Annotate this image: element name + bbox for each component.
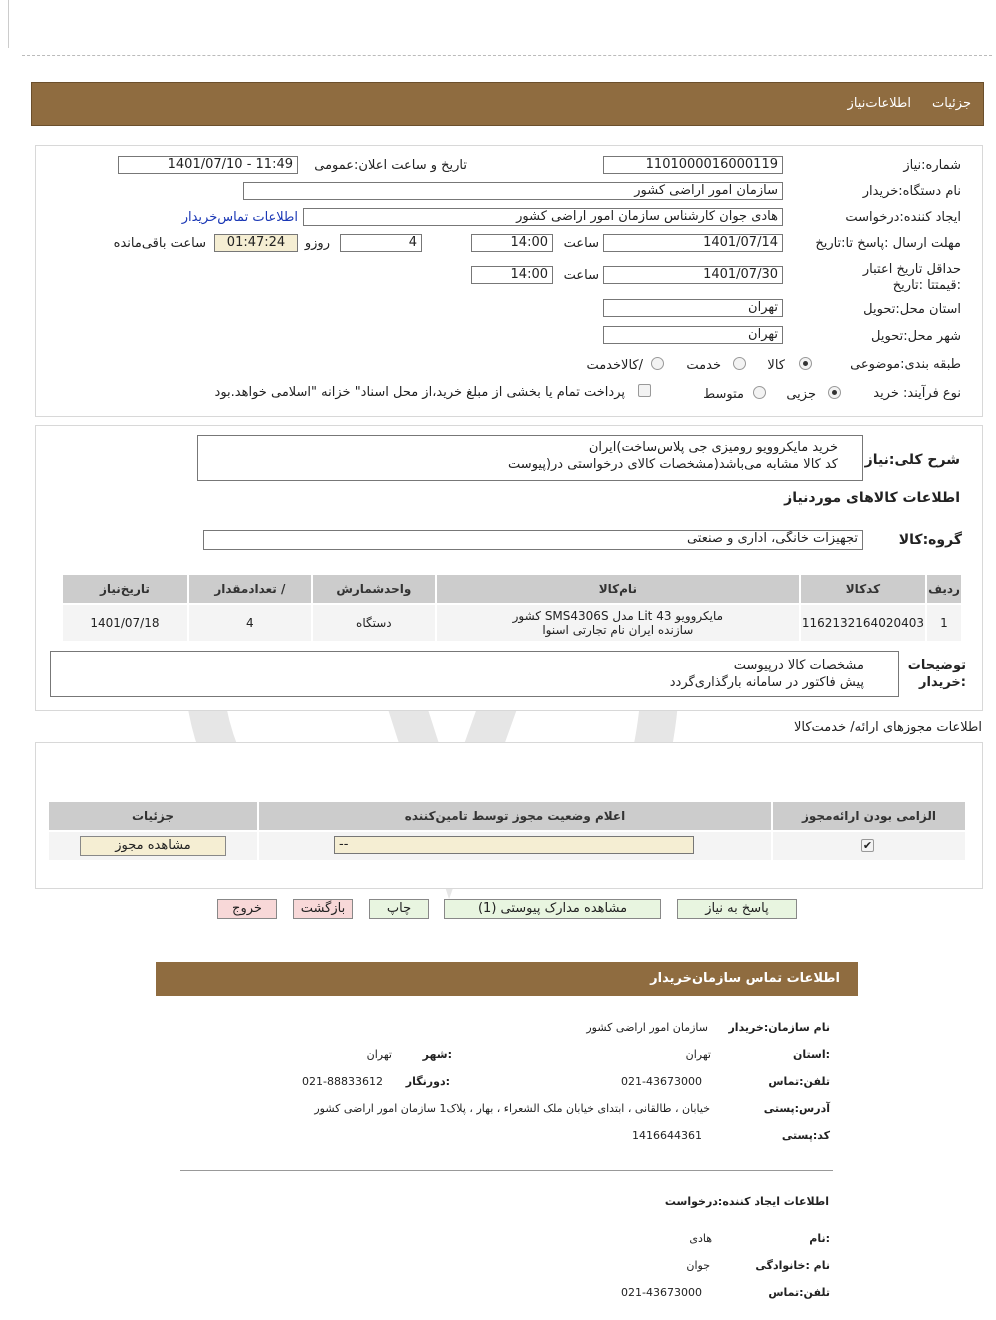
deadline-label: مهلت ارسال :پاسخ تا:تاریخ xyxy=(815,236,961,251)
creator-family-label: نام :خانوادگی xyxy=(755,1259,830,1272)
validity-label: حداقل تاریخ اعتبار :قیمتتا :تاریخ xyxy=(862,262,961,293)
process-partial-radio[interactable] xyxy=(828,386,841,399)
goods-col-qty: / تعدادمقدار xyxy=(189,575,311,603)
treasury-payment-checkbox[interactable] xyxy=(638,384,651,397)
buyer-org-field: سازمان امور اراضی کشور xyxy=(243,182,783,200)
creator-info-title: اطلاعات ایجاد کننده:درخواست xyxy=(664,1195,829,1208)
contact-phone-value: 021-43673000 xyxy=(621,1075,702,1088)
creator-field: هادی جوان کارشناس سازمان امور اراضی کشور xyxy=(303,208,783,226)
contact-province-label: :استان xyxy=(793,1048,830,1061)
validity-time-field: 14:00 xyxy=(471,266,553,284)
process-medium-label: متوسط xyxy=(703,387,744,402)
city-field: تهران xyxy=(603,326,783,344)
contact-org-label: نام سازمان:خریدار xyxy=(728,1021,830,1034)
category-goods-radio[interactable] xyxy=(799,357,812,370)
description-label: شرح کلی:نیاز xyxy=(864,452,960,468)
permits-details-cell xyxy=(49,832,257,860)
contact-address-label: آدرس:پستی xyxy=(763,1102,830,1115)
permits-title: اطلاعات مجوزهای ارائه/ خدمت‌کالا xyxy=(793,720,982,735)
category-goods-label: کالا xyxy=(767,358,785,373)
validity-time-label: ساعت xyxy=(563,268,599,283)
goods-col-index: ردیف xyxy=(927,575,961,603)
description-line-1: خرید مایکروویو رومیزی جی پلاس‌ساخت)ایران xyxy=(588,440,838,455)
permits-required-cell xyxy=(773,832,965,860)
contact-city-value: تهران xyxy=(366,1048,392,1061)
creator-label: ایجاد کننده:درخواست xyxy=(845,210,961,225)
goods-row-name xyxy=(437,605,799,641)
buyer-org-label: نام دستگاه:خریدار xyxy=(862,184,961,199)
contact-postal-value: 1416644361 xyxy=(632,1129,702,1142)
process-partial-label: جزیی xyxy=(786,387,816,402)
table-row xyxy=(63,605,961,641)
description-line-2: کد کالا مشابه می‌باشد(مشخصات کالای درخواستی در(پیوست xyxy=(508,457,838,472)
contact-divider xyxy=(180,1170,833,1171)
goods-col-name: نام‌کالا xyxy=(437,575,799,603)
contact-fax-label: :دورنگار xyxy=(405,1075,450,1088)
contact-header-bar xyxy=(156,962,858,996)
deadline-time-label: ساعت xyxy=(563,236,599,251)
goods-row-name-line1: مایکروویو 43 Lit مدل SMS4306S کشور xyxy=(512,609,724,623)
permit-status-field: -- xyxy=(334,836,694,854)
buyer-notes-label: توضیحات :خریدار xyxy=(907,658,966,690)
days-field: 4 xyxy=(340,234,422,252)
goods-col-unit: واحدشمارش xyxy=(313,575,435,603)
province-label: استان محل:تحویل xyxy=(863,302,961,317)
category-service-label: خدمت xyxy=(686,358,721,373)
left-border-line xyxy=(8,0,9,48)
permits-table xyxy=(47,800,967,862)
buyer-contact-link[interactable]: اطلاعات تماس‌خریدار xyxy=(181,210,298,225)
attachments-button[interactable]: مشاهده مدارک پیوستی (1) xyxy=(444,899,661,919)
treasury-payment-note: پرداخت تمام یا بخشی از مبلغ خرید،از محل اسناد" خزانه "اسلامی خواهد.بود xyxy=(214,385,625,400)
permits-col-details: جزئیات xyxy=(49,802,257,830)
top-divider xyxy=(22,55,992,56)
contact-address-value: خیابان ، طالقانی ، ابتدای خیابان ملک الشعراء ، بهار ، پلاک1 سازمان امور اراضی کشور xyxy=(314,1102,710,1115)
print-button[interactable]: چاپ xyxy=(369,899,429,919)
goods-row-date: 1401/07/18 xyxy=(63,605,187,641)
goods-group-label: گروه:کالا xyxy=(898,532,962,548)
contact-postal-label: کد:پستی xyxy=(781,1129,830,1142)
buyer-notes-box xyxy=(50,651,899,697)
announce-label: تاریخ و ساعت اعلان:عمومی xyxy=(314,158,467,173)
buyer-notes-line-1: مشخصات کالا درپیوست xyxy=(733,658,864,673)
category-service-radio[interactable] xyxy=(733,357,746,370)
view-permit-button[interactable]: مشاهده مجوز xyxy=(80,836,226,856)
goods-group-field: تجهیزات خانگی، اداری و صنعتی xyxy=(203,530,863,550)
city-label: شهر محل:تحویل xyxy=(871,329,961,344)
permits-status-cell xyxy=(259,832,771,860)
reply-button[interactable]: پاسخ به نیاز xyxy=(677,899,797,919)
permit-required-checkbox[interactable]: ✔ xyxy=(862,839,873,852)
contact-province-value: تهران xyxy=(685,1048,711,1061)
goods-row-code: 1162132164020403 xyxy=(801,605,925,641)
deadline-date-field: 1401/07/14 xyxy=(603,234,783,252)
goods-section-title: اطلاعات کالاهای موردنیاز xyxy=(784,490,960,506)
goods-col-date: تاریخ‌نیاز xyxy=(63,575,187,603)
validity-date-field: 1401/07/30 xyxy=(603,266,783,284)
process-type-label: نوع فرآیند: خرید xyxy=(873,386,961,401)
goods-row-name-line2: سازنده ایران نام تجارتی اسنوا xyxy=(542,623,694,637)
goods-row-index: 1 xyxy=(927,605,961,641)
buyer-notes-line-2: پیش فاکتور در سامانه بارگذاری‌گردد xyxy=(669,675,864,690)
goods-row-qty: 4 xyxy=(189,605,311,641)
permits-col-required: الزامی بودن ارائه‌مجوز xyxy=(773,802,965,830)
contact-org-value: سازمان امور اراضی کشور xyxy=(586,1021,708,1034)
tab-details[interactable]: جزئیات xyxy=(932,96,971,111)
province-field: تهران xyxy=(603,299,783,317)
goods-table xyxy=(61,573,963,643)
category-goods-service-radio[interactable] xyxy=(651,357,664,370)
creator-phone-label: تلفن:تماس xyxy=(768,1286,830,1299)
contact-phone-label: تلفن:تماس xyxy=(768,1075,830,1088)
need-number-field: 1101000016000119 xyxy=(603,156,783,174)
contact-title: اطلاعات تماس سازمان‌خریدار xyxy=(650,971,840,986)
tab-need-info[interactable]: اطلاعات‌نیاز xyxy=(847,96,911,111)
details-header-bar xyxy=(31,82,984,126)
description-box xyxy=(197,435,863,481)
need-number-label: شماره:نیاز xyxy=(903,158,961,173)
creator-family-value: جوان xyxy=(686,1259,710,1272)
contact-city-label: :شهر xyxy=(422,1048,452,1061)
process-medium-radio[interactable] xyxy=(753,386,766,399)
remaining-time-label: ساعت باقی‌مانده xyxy=(113,236,206,251)
contact-fax-value: 021-88833612 xyxy=(302,1075,383,1088)
goods-row-unit: دستگاه xyxy=(313,605,435,641)
back-button[interactable]: بازگشت xyxy=(293,899,353,919)
creator-name-label: :نام xyxy=(809,1232,830,1245)
permits-col-status: اعلام وضعیت مجوز توسط تامین‌کننده xyxy=(259,802,771,830)
creator-name-value: هادی xyxy=(689,1232,712,1245)
category-label: طبقه بندی:موضوعی xyxy=(850,357,961,372)
days-label: روزو xyxy=(304,236,330,251)
announce-field: 1401/07/10 - 11:49 xyxy=(118,156,298,174)
goods-col-code: کدکالا xyxy=(801,575,925,603)
remaining-time-field: 01:47:24 xyxy=(214,234,298,252)
deadline-time-field: 14:00 xyxy=(471,234,553,252)
category-goods-service-label: /کالاخدمت xyxy=(586,358,643,373)
table-row xyxy=(49,832,965,860)
exit-button[interactable]: خروج xyxy=(217,899,277,919)
creator-phone-value: 021-43673000 xyxy=(621,1286,702,1299)
